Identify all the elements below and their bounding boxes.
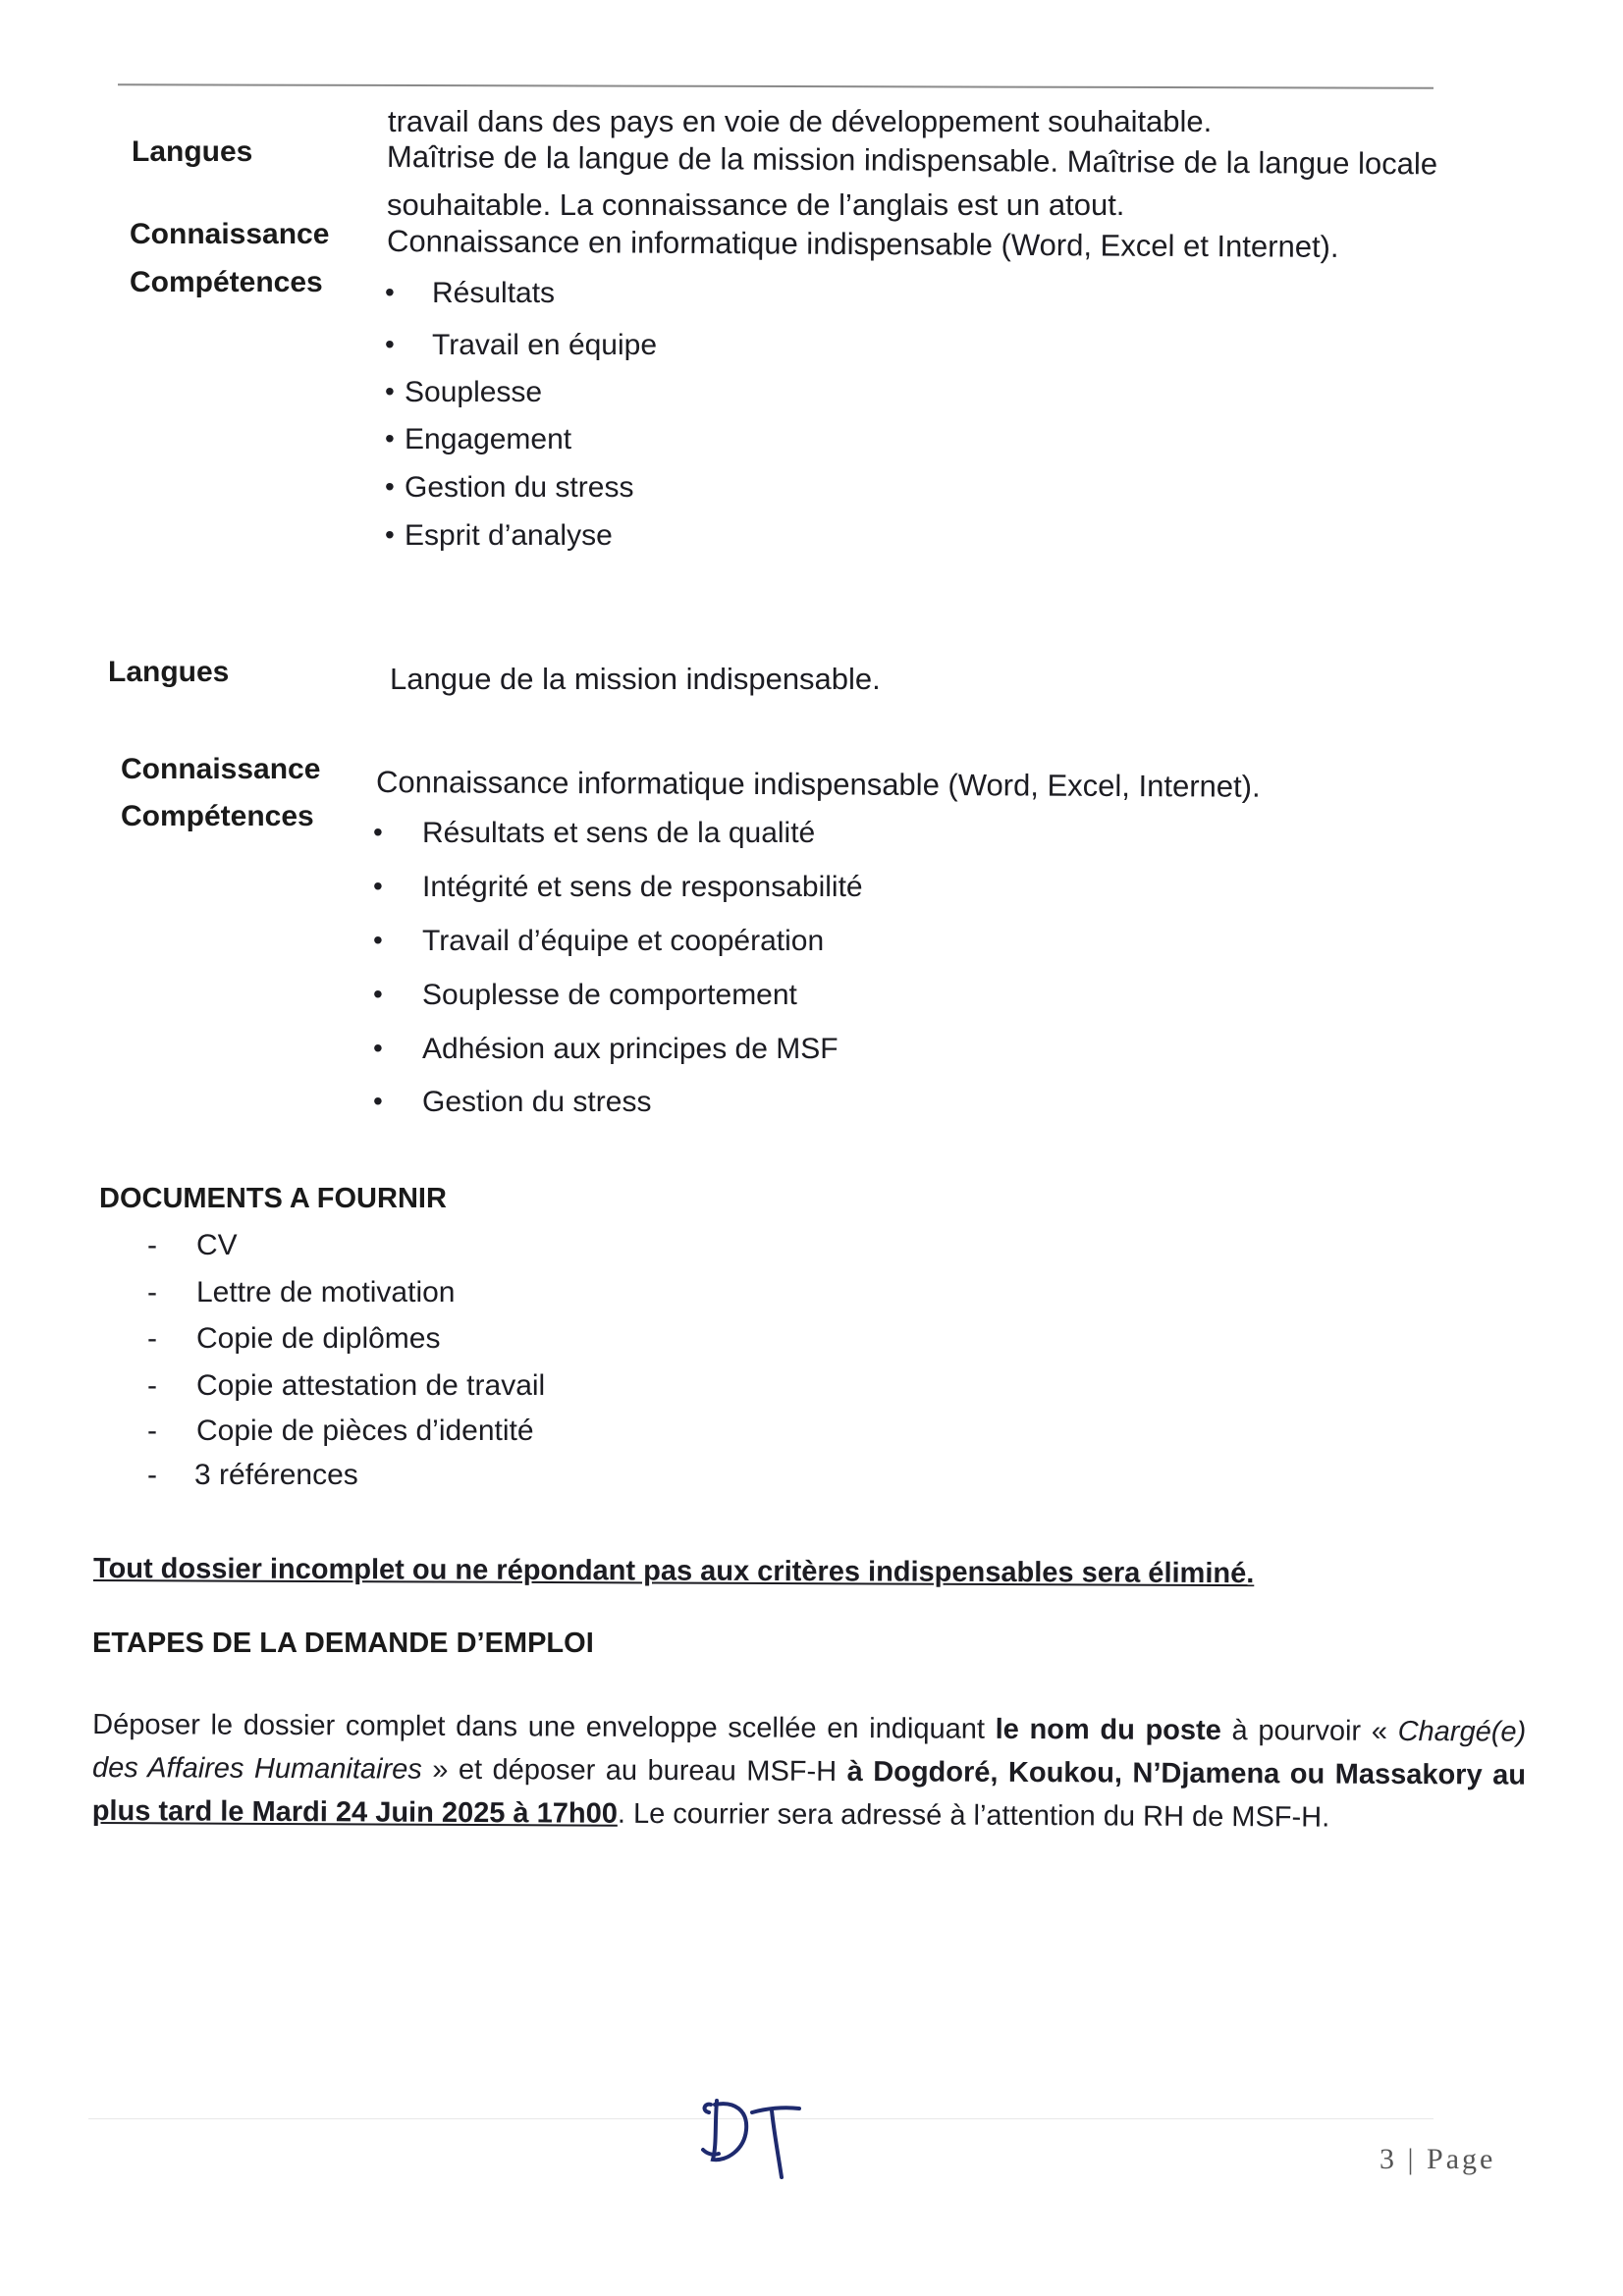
documents-heading: DOCUMENTS A FOURNIR (99, 1183, 447, 1214)
steps-paragraph: Déposer le dossier complet dans une enveloppe scellée en indiquant le nom du poste à pourvoir « Chargé(e) des Affaires Humanitaires » et déposer au bureau MSF-H à Dogdoré, Koukou, N’Djamena ou Massakory au plus tard le Mardi 24 Juin 2025 à 17h00. Le courrier sera adressé à l’attention du RH de MSF-H. (91, 1709, 1527, 1834)
signature-initials (697, 2091, 805, 2184)
page-number: 3 | Page (1380, 2143, 1496, 2175)
label-langues-2: Langues (108, 656, 230, 688)
incomplete-file-notice: Tout dossier incomplet ou ne répondant pas aux critères indispensables sera éliminé. (92, 1553, 1255, 1590)
steps-heading: ETAPES DE LA DEMANDE D’EMPLOI (92, 1628, 594, 1659)
header-rule (118, 83, 1434, 89)
connaissance-text-1: Connaissance en informatique indispensable (Word, Excel et Internet). (386, 224, 1339, 264)
label-langues-1: Langues (132, 135, 253, 168)
label-connaissance-2: Connaissance (121, 753, 321, 785)
label-connaissance-1: Connaissance (130, 218, 330, 250)
label-competences-1: Compétences (130, 266, 323, 298)
document-page: travail dans des pays en voie de développement souhaitable. Langues Maîtrise de la langue de la mission indispensable. Maîtrise de la langue locale souhaitable. La connaissance de l’anglais est un atout. Connaissance Connaissance en informatique indispensable (Word, Excel et Internet). Compétences • Résultats • Travail en équipe • Souplesse • Engagement • Gestion du stress • Esprit d’analyse Langues Langue de la mission indispensable. Connaissance Connaissance informatique indispensable (Word, Excel, Internet). Compétences • Résultats et sens de la qualité • Intégrité et sens de responsabilité • Travail d’équipe et coopération • Souplesse de comportement • Adhésion aux principes de MSF • Gestion du stress DOCUMENTS A FOURNIR - CV - Lettre de motivation - Copie de diplômes - Copie attestation de travail - Copie de pièces d’identité - 3 références Tout dossier incomplet ou ne répondant pas aux critères indispensables sera éliminé. ETAPES DE LA DEMANDE D’EMPLOI Déposer le dossier complet dans une enveloppe scellée en indiquant le nom du poste à pourvoir « Chargé(e) des Affaires Humanitaires » et déposer au bureau MSF-H à Dogdoré, Koukou, N’Djamena ou Massakory au plus tard le Mardi 24 Juin 2025 à 17h00. Le courrier sera adressé à l’attention du RH de MSF-H. 3 | Page (0, 0, 1623, 2296)
label-competences-2: Compétences (121, 800, 314, 832)
langues-text-1b: souhaitable. La connaissance de l’anglais est un atout. (387, 187, 1125, 222)
langues-text-2: Langue de la mission indispensable. (390, 662, 881, 696)
experience-line: travail dans des pays en voie de développement souhaitable. (388, 104, 1213, 138)
connaissance-text-2: Connaissance informatique indispensable (Word, Excel, Internet). (375, 765, 1261, 804)
langues-text-1a: Maîtrise de la langue de la mission indispensable. Maîtrise de la langue locale (386, 139, 1438, 182)
